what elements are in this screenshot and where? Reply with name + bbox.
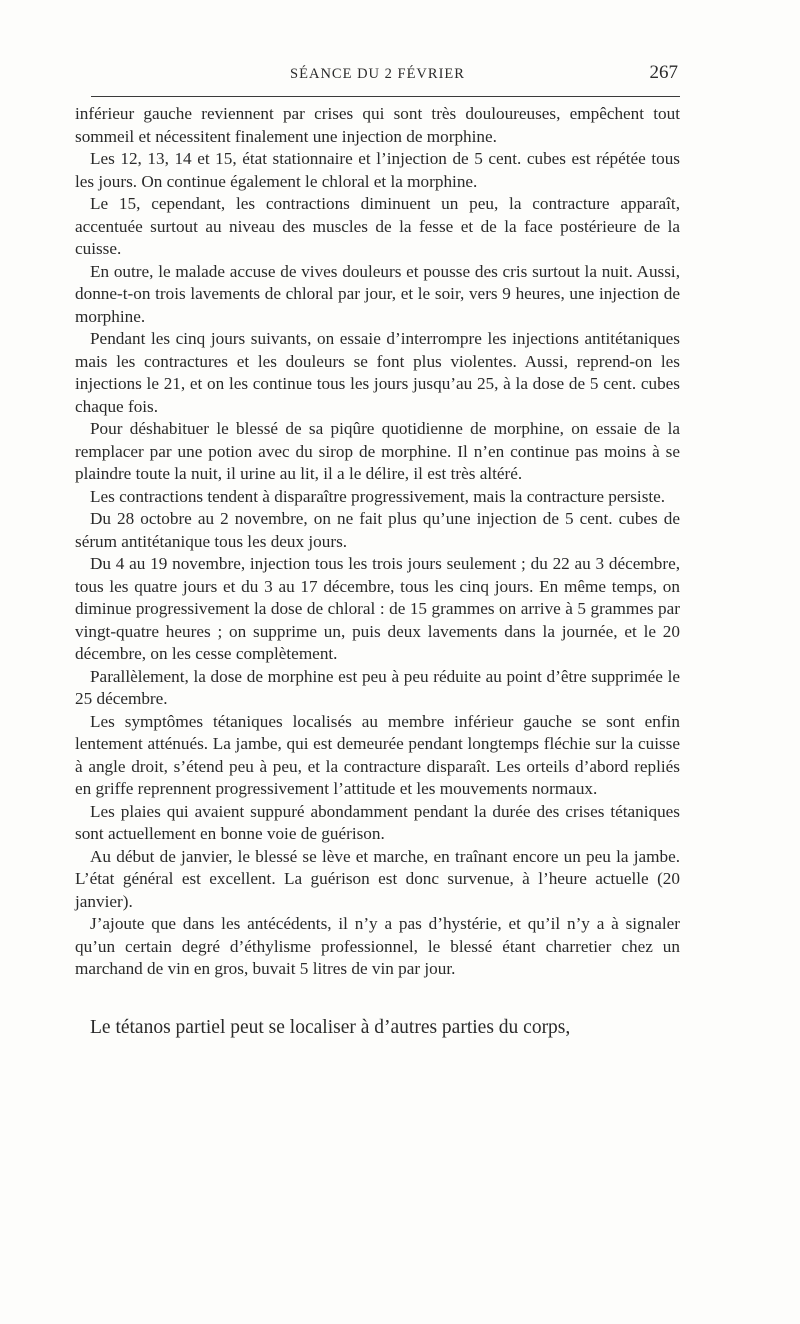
paragraph: inférieur gauche reviennent par crises qui sont très douloureuses, empêchent tout sommeil et nécessitent finalement une injection de morphine. — [75, 104, 680, 146]
paragraph: Pour déshabituer le blessé de sa piqûre quotidienne de morphine, on essaie de la remplacer par une potion avec du sirop de morphine. Il n’en continue pas moins à se plaindre toute la nuit, il urine au lit, il a le délire, il est très altéré. — [75, 419, 680, 483]
page-number: 267 — [649, 62, 678, 83]
paragraph: J’ajoute que dans les antécédents, il n’y a pas d’hystérie, et qu’il n’y a à signaler qu’un certain degré d’éthylisme professionnel, le blessé étant charretier chez un marchand de vin en gros, buvait 5 litres de vin par jour. — [75, 914, 680, 978]
body-text — [75, 103, 680, 981]
paragraph: Pendant les cinq jours suivants, on essaie d’interrompre les injections antitétaniques mais les contractures et les douleurs se font plus violentes. Aussi, reprend-on les injections le 21, et on les continue tous les jours jusqu’au 25, à la dose de 5 cent. cubes chaque fois. — [75, 329, 680, 416]
paragraph: Les symptômes tétaniques localisés au membre inférieur gauche se sont enfin lentement atténués. La jambe, qui est demeurée pendant longtemps fléchie sur la cuisse à angle droit, s’étend peu à peu, et la contracture disparaît. Les orteils d’abord repliés en griffe reprennent progressivement l’attitude et les mouvements normaux. — [75, 711, 680, 798]
running-title: SÉANCE DU 2 FÉVRIER — [290, 66, 465, 82]
paragraph: Les plaies qui avaient suppuré abondamment pendant la durée des crises tétaniques sont actuellement en bonne voie de guérison. — [75, 801, 680, 843]
paragraph: En outre, le malade accuse de vives douleurs et pousse des cris surtout la nuit. Aussi, donne-t-on trois lavements de chloral par jour, et le soir, vers 9 heures, une injection de morphine. — [75, 261, 680, 326]
paragraph: Au début de janvier, le blessé se lève et marche, en traînant encore un peu la jambe. L’état général est excellent. La guérison est donc survenue, à l’heure actuelle (20 janvier). — [75, 846, 680, 911]
closing-paragraph: Le tétanos partiel peut se localiser à d’autres parties du corps, — [90, 1016, 571, 1038]
paragraph: Les contractions tendent à disparaître progressivement, mais la contracture persiste. — [90, 486, 666, 506]
page — [75, 62, 680, 1060]
header-rule — [91, 96, 680, 97]
paragraph: Du 28 octobre au 2 novembre, on ne fait plus qu’une injection de 5 cent. cubes de sérum antitétanique tous les deux jours. — [75, 509, 680, 551]
running-header — [75, 62, 680, 90]
paragraph: Parallèlement, la dose de morphine est peu à peu réduite au point d’être supprimée le 25 décembre. — [75, 666, 680, 708]
paragraph: Le 15, cependant, les contractions diminuent un peu, la contracture apparaît, accentuée surtout au niveau des muscles de la fesse et de la face postérieure de la cuisse. — [75, 194, 680, 258]
paragraph: Les 12, 13, 14 et 15, état stationnaire et l’injection de 5 cent. cubes est répétée tous les jours. On continue également le chloral et la morphine. — [75, 149, 680, 191]
paragraph: Du 4 au 19 novembre, injection tous les trois jours seulement ; du 22 au 3 décembre, tous les quatre jours et du 3 au 17 décembre, tous les cinq jours. En même temps, on diminue progressivement la dose de chloral : de 15 grammes on arrive à 5 grammes par vingt-quatre heures ; on supprime un, puis deux lavements dans la journée, et le 20 décembre, on les cesse complètement. — [75, 554, 680, 663]
